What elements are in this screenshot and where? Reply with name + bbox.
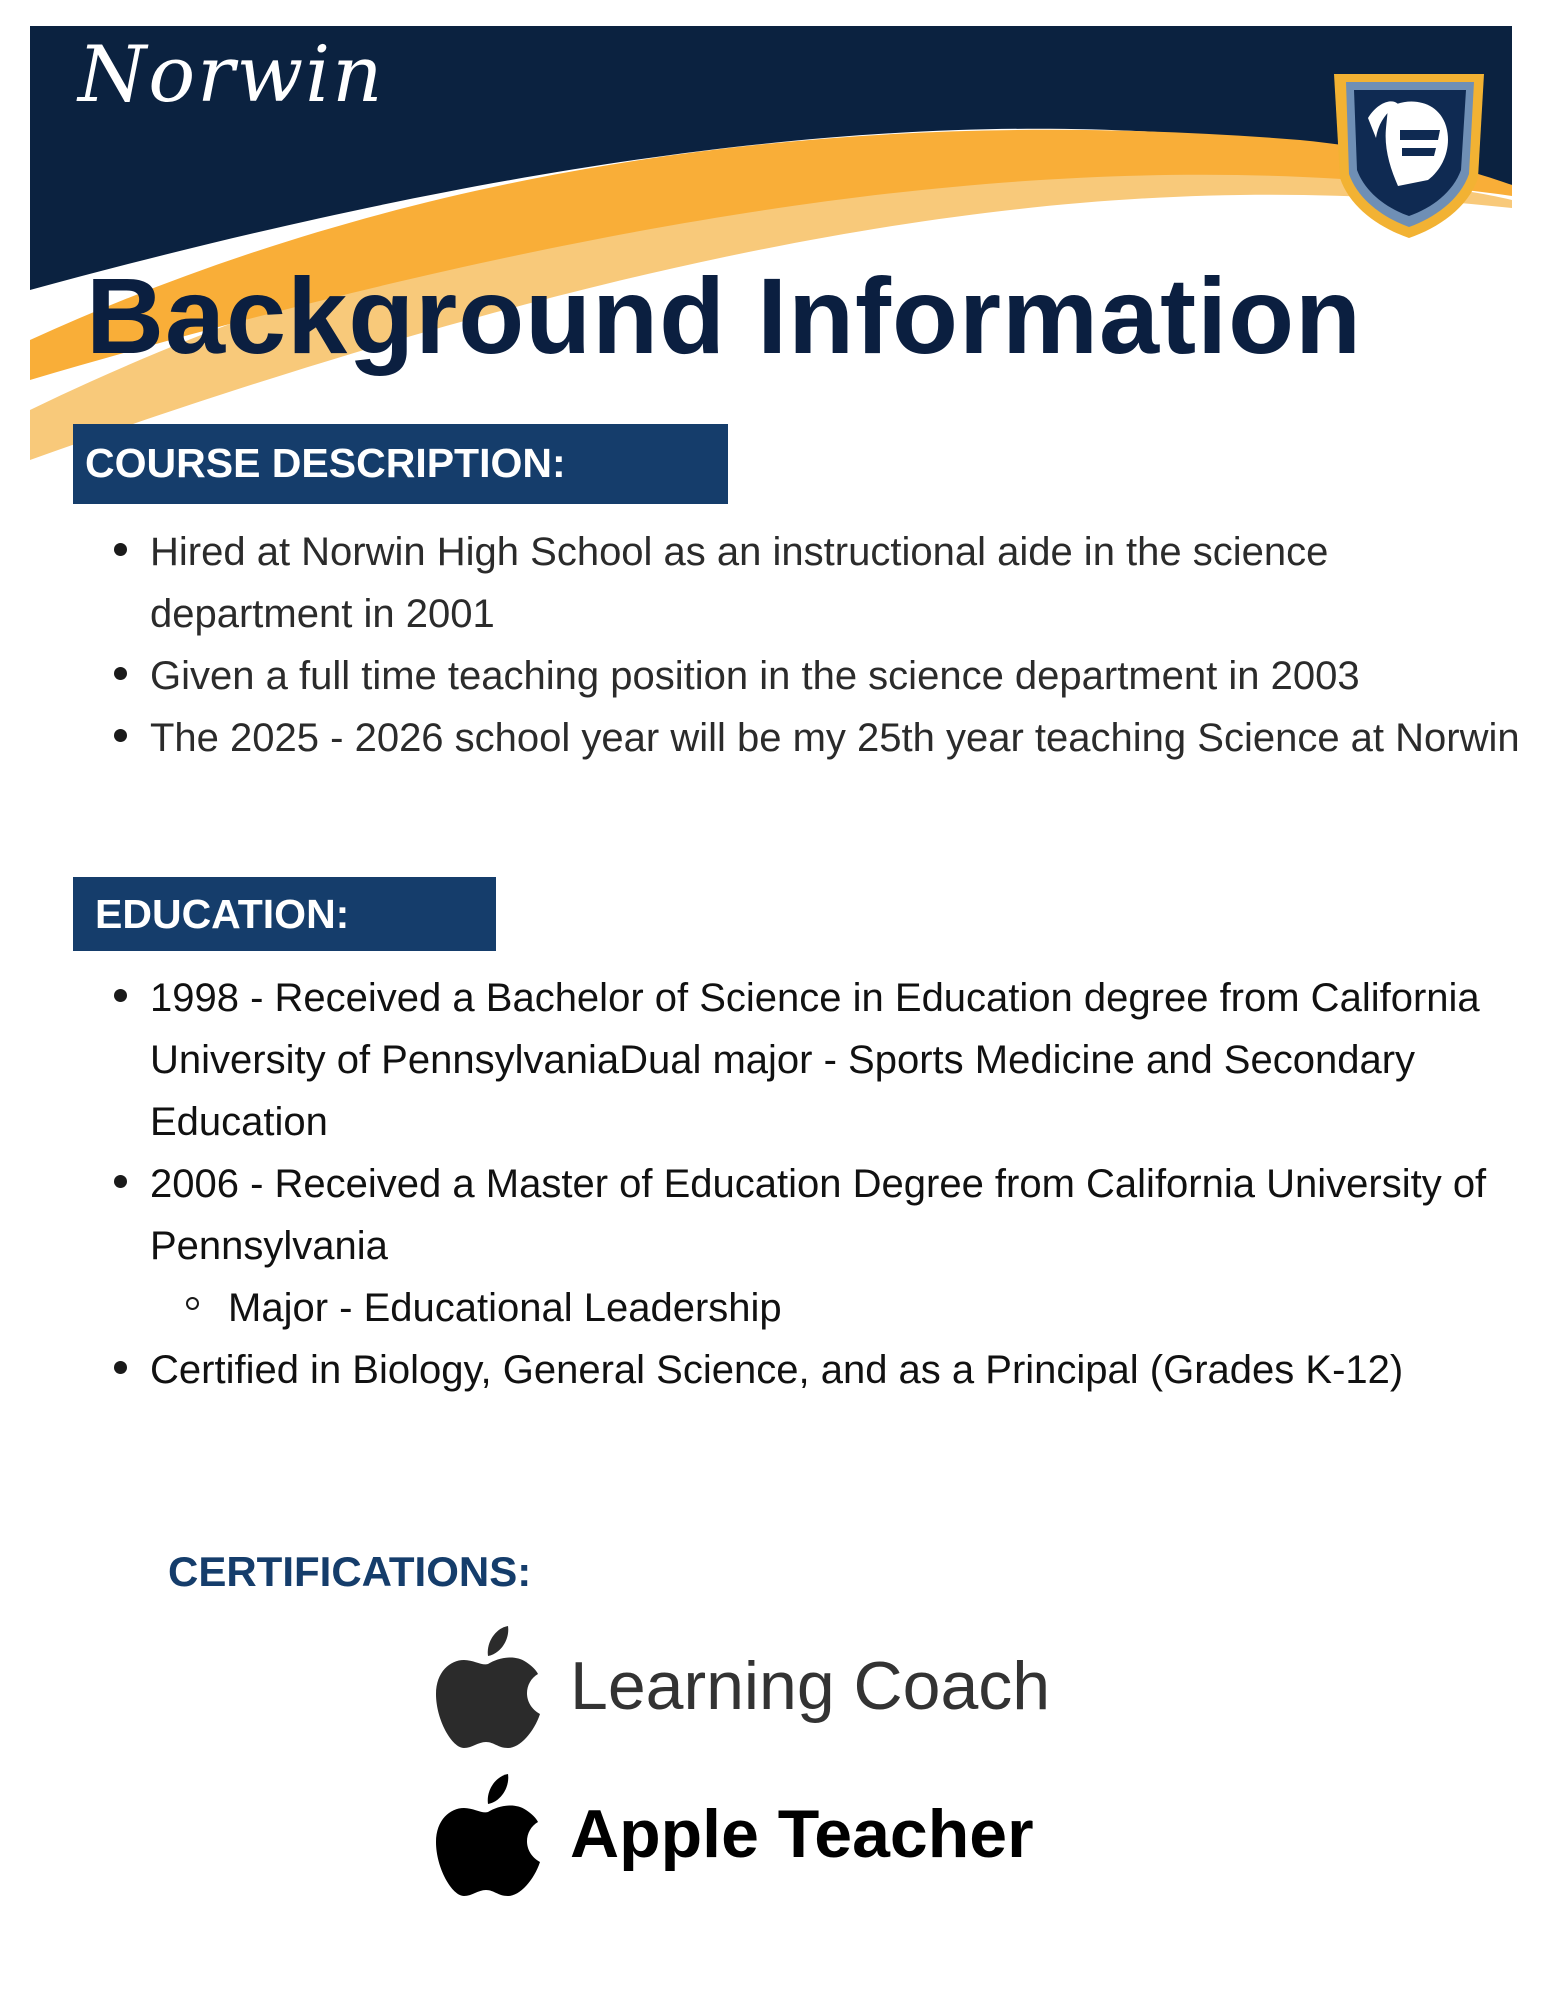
list-item: The 2025 - 2026 school year will be my 25th year teaching Science at Norwin <box>150 707 1520 769</box>
apple-logo-icon <box>432 1768 544 1898</box>
education-list <box>150 967 1520 1401</box>
list-item: 1998 - Received a Bachelor of Science in Education degree from California University of PennsylvaniaDual major - Sports Medicine and Secondary Education <box>150 967 1520 1153</box>
list-item: Hired at Norwin High School as an instructional aide in the science department in 2001 <box>150 521 1520 645</box>
page-title: Background Information <box>86 255 1363 376</box>
learning-coach-label: Learning Coach <box>570 1648 1051 1724</box>
sub-list-item: Major - Educational Leadership <box>150 1277 1520 1339</box>
apple-teacher-label: Apple Teacher <box>570 1796 1034 1872</box>
norwin-script-logo: Norwin <box>78 30 385 120</box>
education-heading <box>73 877 496 951</box>
knight-shield-icon <box>1328 68 1490 242</box>
apple-logo-icon <box>432 1620 544 1750</box>
apple-teacher-badge <box>432 1768 1082 1898</box>
learning-coach-badge <box>432 1620 1082 1750</box>
education-heading-label: EDUCATION: <box>95 891 350 937</box>
list-item: Given a full time teaching position in the science department in 2003 <box>150 645 1520 707</box>
course-description-heading <box>73 424 728 504</box>
course-description-heading-label: COURSE DESCRIPTION: <box>85 440 566 486</box>
list-item: Certified in Biology, General Science, and as a Principal (Grades K-12) <box>150 1339 1520 1401</box>
list-item: 2006 - Received a Master of Education Degree from California University of Pennsylvania <box>150 1153 1520 1277</box>
course-description-list <box>150 521 1520 769</box>
certifications-heading: CERTIFICATIONS: <box>168 1548 532 1595</box>
